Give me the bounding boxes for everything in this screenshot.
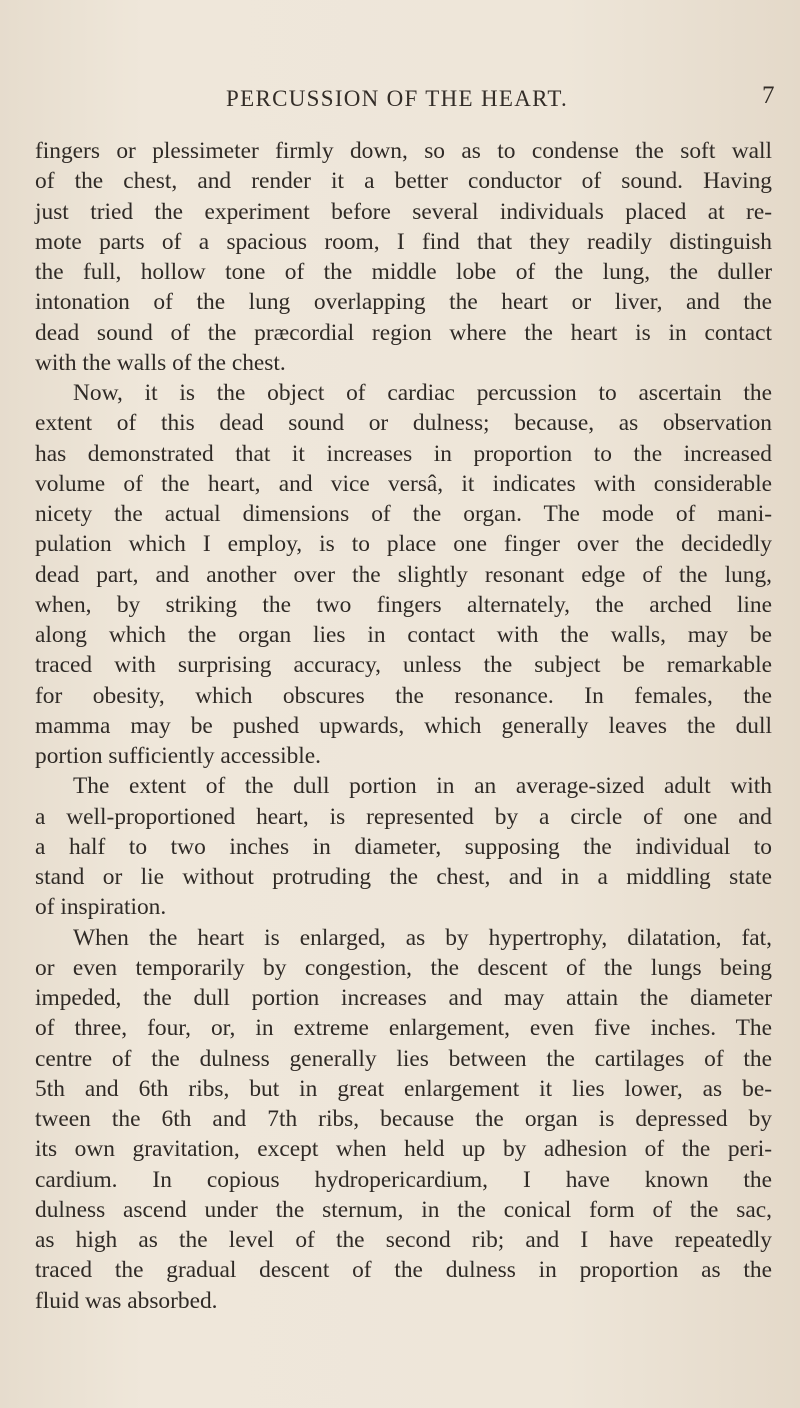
paragraph (35, 923, 772, 1316)
text-line: 5th and 6th ribs, but in great enlargement it lies lower, as be- (35, 1075, 772, 1102)
text-line: of three, four, or, in extreme enlargement, even five inches. The (35, 1015, 772, 1042)
text-line: when, by striking the two fingers alternately, the arched line (35, 591, 772, 618)
text-line: mote parts of a spacious room, I find that they readily distinguish (35, 228, 772, 255)
text-line: mamma may be pushed upwards, which generally leaves the dull (35, 712, 772, 739)
text-line: pulation which I employ, is to place one finger over the decidedly (35, 531, 772, 558)
text-line: centre of the dulness generally lies between the cartilages of the (35, 1045, 772, 1072)
text-line: portion sufficiently accessible. (35, 743, 322, 769)
text-line: impeded, the dull portion increases and may attain the diameter (35, 985, 772, 1011)
text-line: as high as the level of the second rib; and I have repeatedly (35, 1227, 772, 1253)
text-line: a half to two inches in diameter, supposing the individual to (35, 833, 772, 860)
text-line: cardium. In copious hydropericardium, I have known the (35, 1166, 772, 1193)
text-line: When the heart is enlarged, as by hypertrophy, dilatation, fat, (73, 924, 772, 951)
body-text (35, 136, 772, 1316)
text-line: its own gravitation, except when held up by adhesion of the peri- (35, 1136, 772, 1163)
text-line: the full, hollow tone of the middle lobe of the lung, the duller (35, 259, 772, 285)
running-title: PERCUSSION OF THE HEART. (226, 86, 569, 111)
paragraph (35, 136, 772, 378)
text-line: just tried the experiment before several individuals placed at re- (35, 198, 772, 225)
text-line: or even temporarily by congestion, the descent of the lungs being (35, 954, 772, 981)
text-line: Now, it is the object of cardiac percussion to ascertain the (73, 380, 772, 406)
text-line: fingers or plessimeter firmly down, so as to condense the soft wall (35, 138, 772, 164)
text-line: of inspiration. (35, 894, 167, 921)
text-line: of the chest, and render it a better conductor of sound. Having (35, 168, 772, 195)
text-line: with the walls of the chest. (35, 349, 286, 376)
running-head (0, 78, 800, 111)
text-line: The extent of the dull portion in an average-sized adult with (73, 773, 772, 800)
text-line: fluid was absorbed. (35, 1287, 218, 1314)
page-number: 7 (762, 82, 775, 109)
text-line: has demonstrated that it increases in proportion to the increased (35, 440, 772, 467)
text-line: tween the 6th and 7th ribs, because the organ is depressed by (35, 1106, 772, 1132)
text-line: volume of the heart, and vice versâ, it indicates with considerable (35, 470, 772, 497)
text-line: dulness ascend under the sternum, in the conical form of the sac, (35, 1196, 772, 1223)
text-line: dead part, and another over the slightly resonant edge of the lung, (35, 561, 772, 588)
text-line: a well-proportioned heart, is represented by a circle of one and (35, 803, 772, 830)
paragraph (35, 378, 772, 771)
text-line: nicety the actual dimensions of the organ. The mode of mani- (35, 501, 772, 527)
text-line: traced with surprising accuracy, unless the subject be remarkable (35, 652, 772, 679)
text-line: traced the gradual descent of the dulness in proportion as the (35, 1257, 772, 1284)
text-line: along which the organ lies in contact with the walls, may be (35, 622, 772, 648)
text-line: stand or lie without protruding the chest, and in a middling state (35, 864, 772, 890)
paragraph (35, 771, 772, 922)
text-line: extent of this dead sound or dulness; because, as observation (35, 410, 772, 437)
text-line: for obesity, which obscures the resonance. In females, the (35, 682, 772, 709)
text-line: intonation of the lung overlapping the heart or liver, and the (35, 289, 772, 316)
text-line: dead sound of the præcordial region where the heart is in contact (35, 319, 772, 346)
